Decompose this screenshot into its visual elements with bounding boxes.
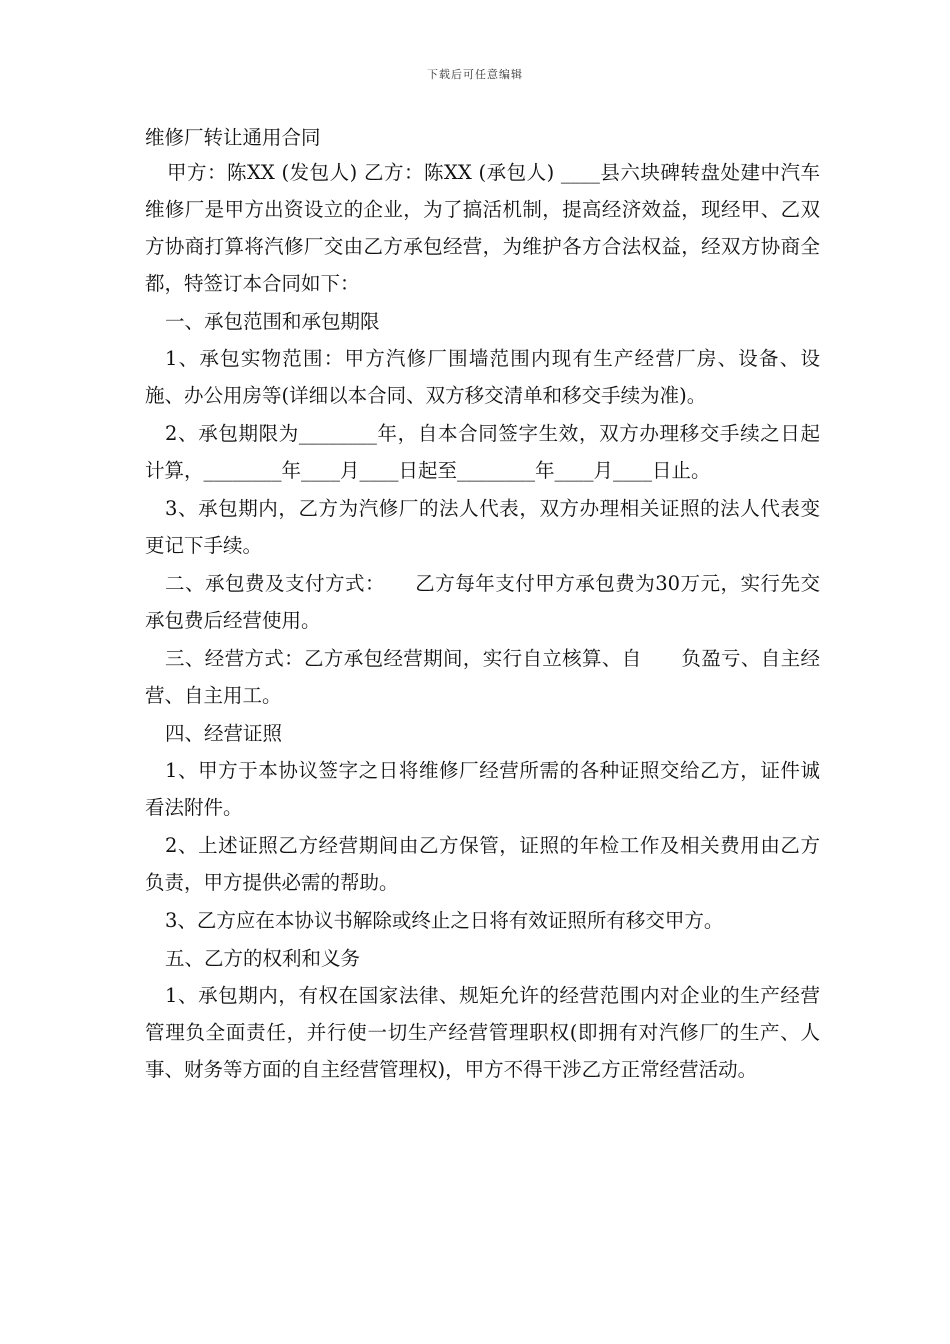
paragraph-1-1: 1、承包实物范围：甲方汽修厂围墙范围内现有生产经营厂房、设备、设施、办公用房等(详细以本合同、双方移交清单和移交手续为准)。: [145, 347, 820, 407]
paragraph-4-1: 1、甲方于本协议签字之日将维修厂经营所需的各种证照交给乙方，证件诚看法附件。: [145, 759, 820, 819]
section-heading-5: 五、乙方的权利和义务: [165, 947, 361, 970]
paragraph-parties: 甲方：陈XX (发包人) 乙方：陈XX (承包人) ____县六块碑转盘处建中汽车维修厂是甲方出资设立的企业，为了搞活机制，提高经济效益，现经甲、乙双方协商打算将汽修厂交由乙方承包经营，为维护各方合法权益，经双方协商全都，特签订本合同如下：: [145, 161, 820, 295]
paragraph-5-1: 1、承包期内，有权在国家法律、规矩允许的经营范围内对企业的生产经营管理负全面责任，并行使一切生产经营管理职权(即拥有对汽修厂的生产、人事、财务等方面的自主经营管理权)，甲方不得干涉乙方正常经营活动。: [145, 984, 820, 1081]
section-heading-2: 二、承包费及支付方式： 乙方每年支付甲方承包费为30万元，实行先交承包费后经营使用。: [145, 572, 820, 632]
section-heading-4: 四、经营证照: [165, 722, 283, 745]
paragraph-4-2: 2、上述证照乙方经营期间由乙方保管，证照的年检工作及相关费用由乙方负责，甲方提供必需的帮助。: [145, 834, 820, 894]
section-heading-3: 三、经营方式：乙方承包经营期间，实行自立核算、自 负盈亏、自主经营、自主用工。: [145, 647, 820, 707]
paragraph-1-3: 3、承包期内，乙方为汽修厂的法人代表，双方办理相关证照的法人代表变更记下手续。: [145, 497, 820, 557]
header-note: 下载后可任意编辑: [427, 68, 523, 81]
section-heading-1: 一、承包范围和承包期限: [165, 310, 380, 333]
paragraph-1-2: 2、承包期限为________年，自本合同签字生效，双方办理移交手续之日起计算，________年____月____日起至________年____月____日止。: [145, 422, 820, 482]
paragraph-4-3: 3、乙方应在本协议书解除或终止之日将有效证照所有移交甲方。: [165, 909, 724, 932]
document-body: [145, 122, 820, 1089]
document-title: 维修厂转让通用合同: [145, 126, 321, 149]
